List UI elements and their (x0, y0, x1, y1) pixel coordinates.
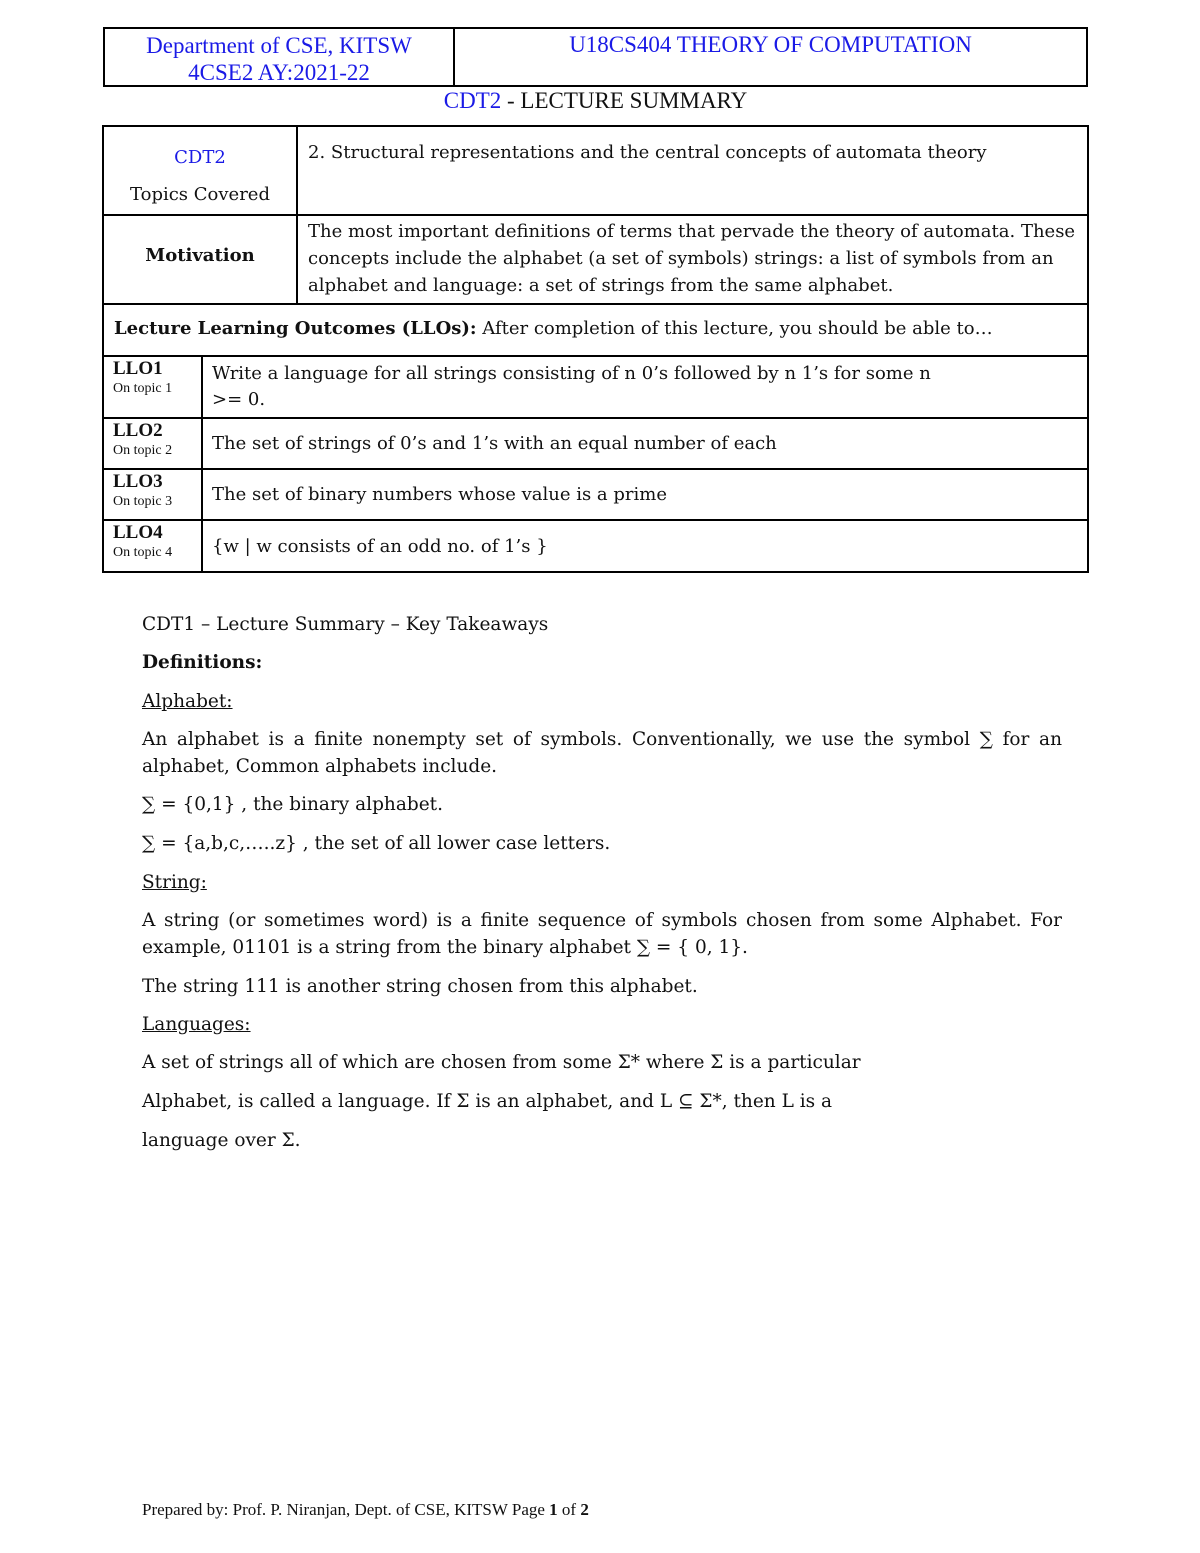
llo-row (103, 356, 1088, 418)
llo-id-cell (103, 356, 202, 418)
header-department (105, 29, 455, 85)
department-name: Department of CSE, KITSW (146, 33, 412, 58)
string-heading: String: (142, 872, 207, 893)
summary-title-text: - LECTURE SUMMARY (501, 88, 748, 113)
alphabet-example-binary: ∑ = {0,1} , the binary alphabet. (142, 794, 443, 815)
llo-row (103, 418, 1088, 469)
llo-id: LLO2 (113, 420, 163, 441)
page-footer (142, 1500, 589, 1520)
topics-label-cell (103, 126, 297, 215)
llo-id-cell (103, 418, 202, 469)
llo-text: The set of binary numbers whose value is a prime (202, 469, 1088, 520)
alphabet-text: An alphabet is a finite nonempty set of symbols. Conventionally, we use the symbol ∑ for an alphabet, Common alphabets include. (142, 729, 1062, 777)
class-year: 4CSE2 AY:2021-22 (188, 60, 370, 85)
summary-title (103, 86, 1088, 116)
string-example: The string 111 is another string chosen from this alphabet. (142, 976, 698, 997)
topics-label: Topics Covered (130, 184, 270, 205)
topics-text: 2. Structural representations and the central concepts of automata theory (297, 126, 1088, 215)
footer-page-total: 2 (580, 1500, 589, 1519)
llo-id-cell (103, 469, 202, 520)
llo-text: The set of strings of 0’s and 1’s with an equal number of each (202, 418, 1088, 469)
footer-page-number: 1 (549, 1500, 558, 1519)
topics-code: CDT2 (174, 147, 226, 168)
llo-text: Write a language for all strings consisting of n 0’s followed by n 1’s for some n >= 0. (202, 356, 1088, 418)
languages-heading: Languages: (142, 1014, 251, 1035)
motivation-text: The most important definitions of terms that pervade the theory of automata. These concepts include the alphabet (a set of symbols) strings: a list of symbols from an alphabet and language: a set of strings from the same alphabet. (297, 215, 1088, 304)
llo-id: LLO4 (113, 522, 163, 543)
llo-row (103, 469, 1088, 520)
course-title: U18CS404 THEORY OF COMPUTATION (569, 32, 972, 57)
llo-id-cell (103, 520, 202, 572)
footer-text: Prepared by: Prof. P. Niranjan, Dept. of CSE, KITSW Page (142, 1500, 550, 1519)
summary-code: CDT2 (443, 88, 502, 113)
llo-topic: On topic 4 (113, 545, 173, 560)
footer-of: of (557, 1500, 581, 1519)
languages-line-2: Alphabet, is called a language. If Σ is an alphabet, and L ⊆ Σ*, then L is a (142, 1091, 833, 1112)
llo-header (103, 304, 1088, 356)
motivation-label: Motivation (103, 215, 297, 304)
definitions-heading: Definitions: (142, 652, 263, 673)
document-header (103, 27, 1088, 87)
alphabet-example-letters: ∑ = {a,b,c,…..z} , the set of all lower case letters. (142, 833, 611, 854)
llo-topic: On topic 1 (113, 381, 173, 396)
lecture-summary-table (102, 125, 1089, 573)
languages-line-1: A set of strings all of which are chosen from some Σ* where Σ is a particular (142, 1052, 861, 1073)
languages-line-3: language over Σ. (142, 1130, 301, 1151)
takeaways-heading: CDT1 – Lecture Summary – Key Takeaways (142, 614, 549, 635)
llo-topic: On topic 2 (113, 443, 173, 458)
llo-id: LLO3 (113, 471, 163, 492)
llo-row (103, 520, 1088, 572)
llo-text: {w | w consists of an odd no. of 1’s } (202, 520, 1088, 572)
string-text: A string (or sometimes word) is a finite sequence of symbols chosen from some Alphabet. For example, 01101 is a string from the binary alphabet ∑ = { 0, 1}. (142, 910, 1062, 958)
llo-header-bold: Lecture Learning Outcomes (LLOs): (114, 317, 477, 339)
llo-id: LLO1 (113, 358, 163, 379)
llo-header-rest: After completion of this lecture, you should be able to… (476, 317, 993, 339)
alphabet-heading: Alphabet: (142, 691, 233, 712)
llo-topic: On topic 3 (113, 494, 173, 509)
